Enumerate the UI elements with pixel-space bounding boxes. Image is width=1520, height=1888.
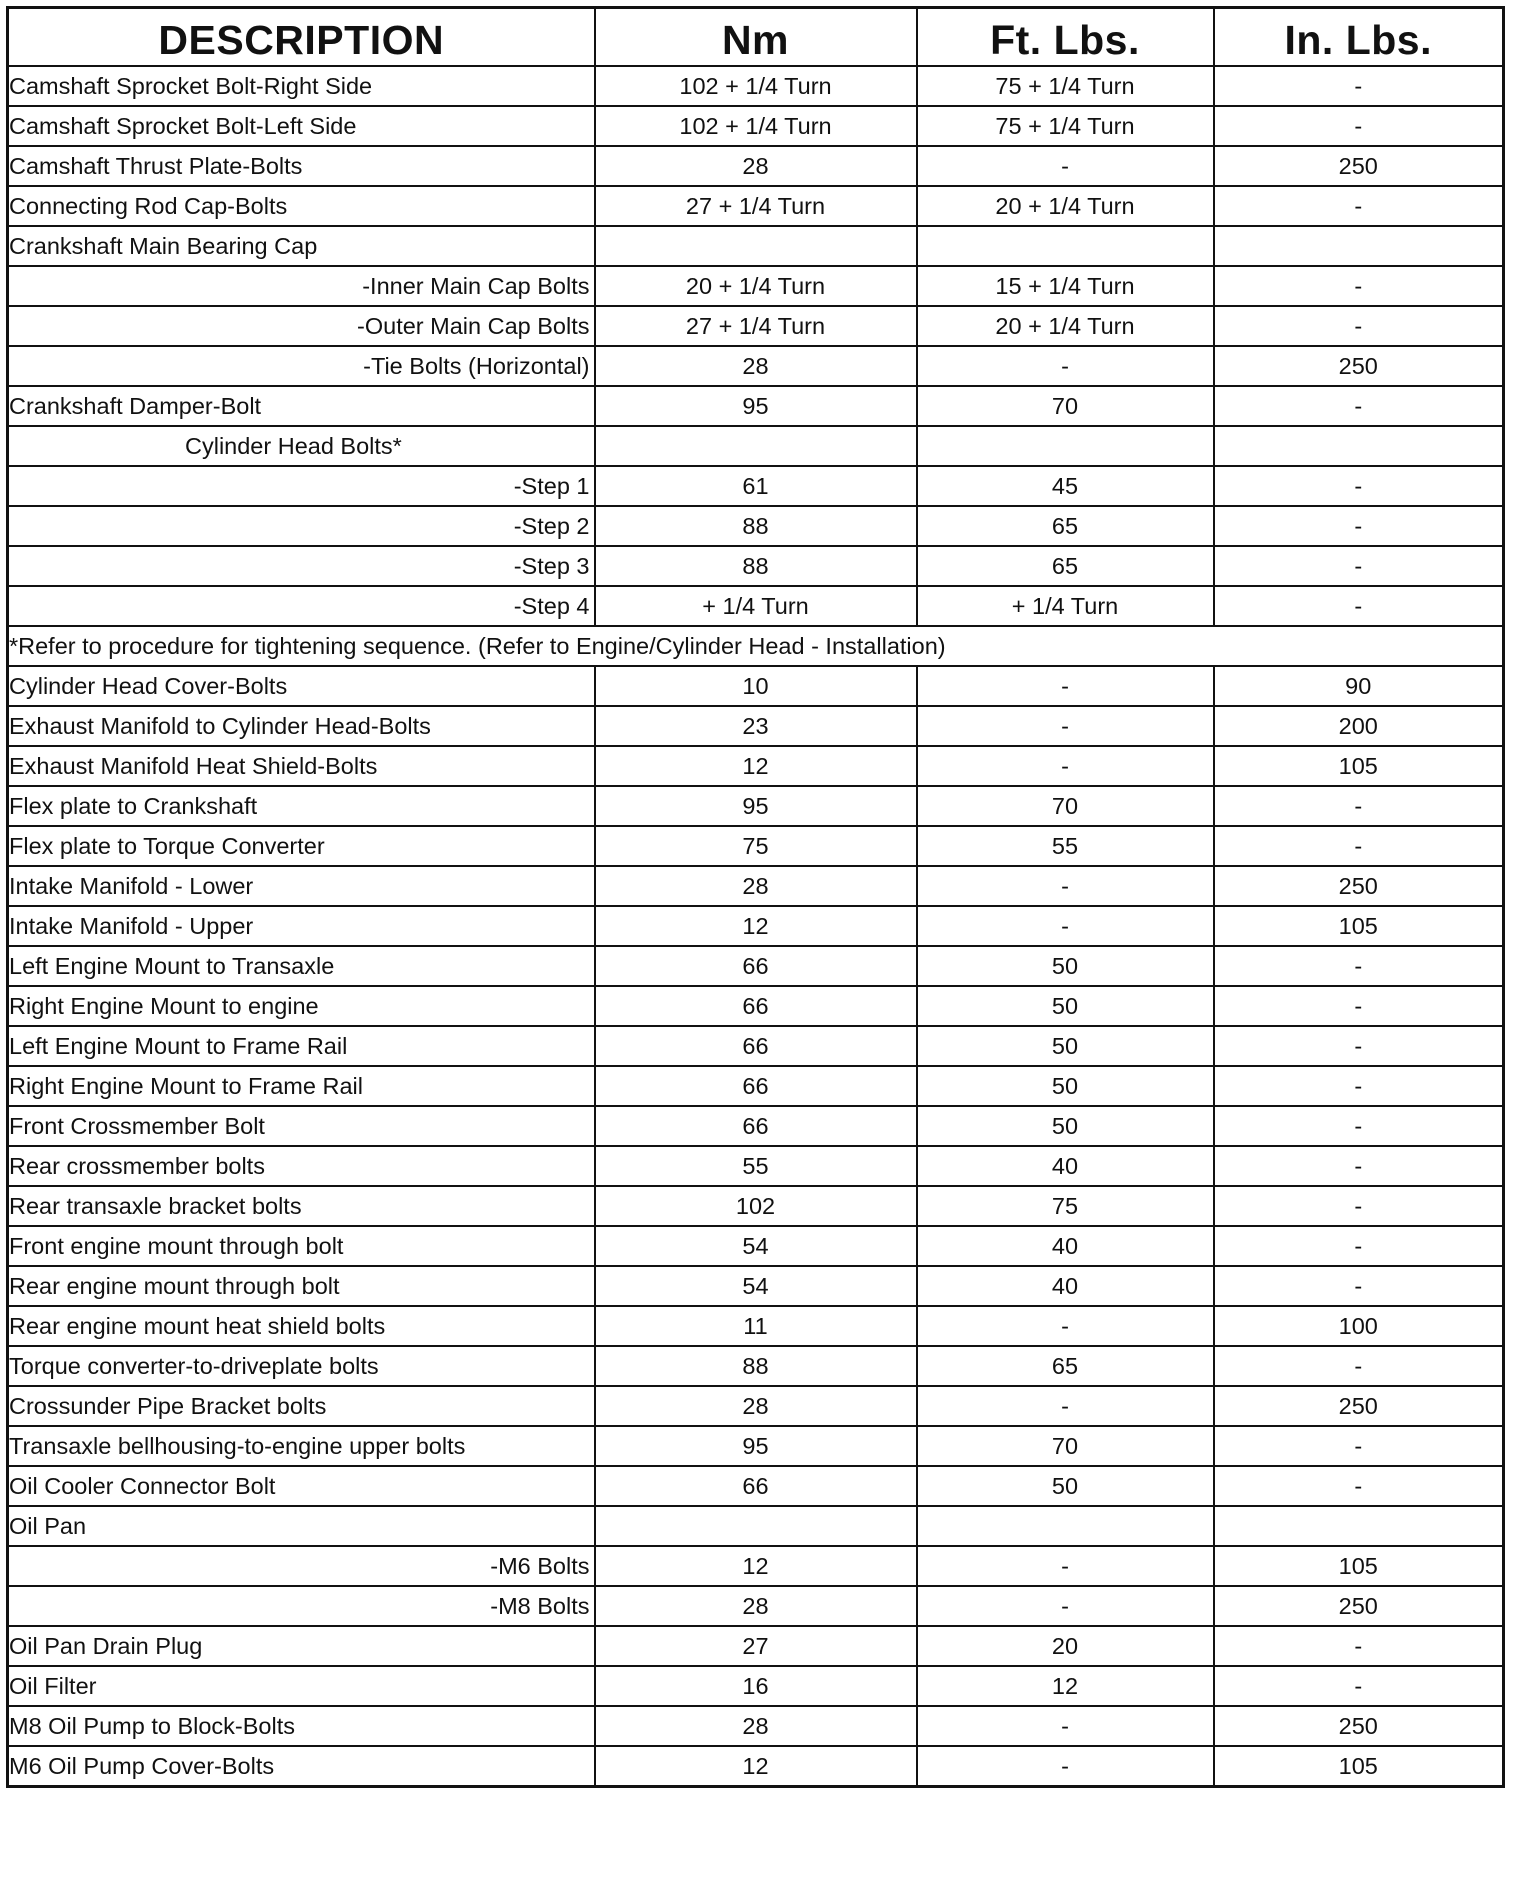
nm-cell: 66 xyxy=(595,1026,917,1066)
in-lbs-cell: - xyxy=(1214,1666,1504,1706)
ft-lbs-cell: - xyxy=(917,1546,1214,1586)
description-cell: Front engine mount through bolt xyxy=(8,1226,595,1266)
nm-cell: 66 xyxy=(595,986,917,1026)
nm-cell xyxy=(595,1506,917,1546)
ft-lbs-cell: 20 xyxy=(917,1626,1214,1666)
description-cell: Rear transaxle bracket bolts xyxy=(8,1186,595,1226)
table-row xyxy=(8,186,1504,226)
description-cell: Right Engine Mount to engine xyxy=(8,986,595,1026)
table-row xyxy=(8,706,1504,746)
in-lbs-cell: - xyxy=(1214,786,1504,826)
ft-lbs-cell: - xyxy=(917,746,1214,786)
description-cell: Camshaft Thrust Plate-Bolts xyxy=(8,146,595,186)
nm-cell: 27 + 1/4 Turn xyxy=(595,306,917,346)
ft-lbs-cell: 15 + 1/4 Turn xyxy=(917,266,1214,306)
description-cell: -Inner Main Cap Bolts xyxy=(8,266,595,306)
description-cell: Intake Manifold - Lower xyxy=(8,866,595,906)
nm-cell: 66 xyxy=(595,946,917,986)
nm-cell: 10 xyxy=(595,666,917,706)
table-row xyxy=(8,986,1504,1026)
nm-cell: 88 xyxy=(595,546,917,586)
in-lbs-cell: - xyxy=(1214,466,1504,506)
nm-cell: 16 xyxy=(595,1666,917,1706)
in-lbs-cell: 250 xyxy=(1214,866,1504,906)
ft-lbs-cell: 75 + 1/4 Turn xyxy=(917,106,1214,146)
description-cell: Connecting Rod Cap-Bolts xyxy=(8,186,595,226)
description-cell: -M8 Bolts xyxy=(8,1586,595,1626)
ft-lbs-cell: 65 xyxy=(917,1346,1214,1386)
header-row xyxy=(8,8,1504,67)
ft-lbs-cell: 50 xyxy=(917,1026,1214,1066)
in-lbs-cell: - xyxy=(1214,1346,1504,1386)
nm-cell: 27 + 1/4 Turn xyxy=(595,186,917,226)
in-lbs-cell: - xyxy=(1214,1146,1504,1186)
description-cell: M6 Oil Pump Cover-Bolts xyxy=(8,1746,595,1787)
table-row xyxy=(8,1186,1504,1226)
ft-lbs-cell: 12 xyxy=(917,1666,1214,1706)
in-lbs-cell: - xyxy=(1214,386,1504,426)
table-row xyxy=(8,426,1504,466)
description-cell: Torque converter-to-driveplate bolts xyxy=(8,1346,595,1386)
description-cell: Right Engine Mount to Frame Rail xyxy=(8,1066,595,1106)
torque-spec-table xyxy=(6,6,1505,1788)
description-cell: Flex plate to Torque Converter xyxy=(8,826,595,866)
in-lbs-cell: - xyxy=(1214,66,1504,106)
table-row xyxy=(8,746,1504,786)
table-row xyxy=(8,1746,1504,1787)
ft-lbs-cell: 50 xyxy=(917,986,1214,1026)
ft-lbs-cell: 20 + 1/4 Turn xyxy=(917,306,1214,346)
description-cell: Oil Pan xyxy=(8,1506,595,1546)
ft-lbs-cell: 20 + 1/4 Turn xyxy=(917,186,1214,226)
description-cell: Rear engine mount heat shield bolts xyxy=(8,1306,595,1346)
table-row xyxy=(8,66,1504,106)
in-lbs-cell: - xyxy=(1214,1466,1504,1506)
ft-lbs-cell xyxy=(917,1506,1214,1546)
ft-lbs-cell: - xyxy=(917,1386,1214,1426)
in-lbs-cell: - xyxy=(1214,1066,1504,1106)
ft-lbs-cell: 65 xyxy=(917,546,1214,586)
header-in-lbs: In. Lbs. xyxy=(1214,8,1504,67)
nm-cell: 102 xyxy=(595,1186,917,1226)
description-cell: Oil Filter xyxy=(8,1666,595,1706)
description-cell: -Step 3 xyxy=(8,546,595,586)
table-row xyxy=(8,586,1504,626)
in-lbs-cell: 105 xyxy=(1214,746,1504,786)
nm-cell: 28 xyxy=(595,1386,917,1426)
in-lbs-cell xyxy=(1214,226,1504,266)
ft-lbs-cell: 75 xyxy=(917,1186,1214,1226)
nm-cell: 95 xyxy=(595,786,917,826)
nm-cell: 66 xyxy=(595,1066,917,1106)
ft-lbs-cell: - xyxy=(917,346,1214,386)
nm-cell: 54 xyxy=(595,1226,917,1266)
table-row xyxy=(8,1506,1504,1546)
header-nm: Nm xyxy=(595,8,917,67)
table-row xyxy=(8,386,1504,426)
ft-lbs-cell: - xyxy=(917,1586,1214,1626)
nm-cell: 23 xyxy=(595,706,917,746)
nm-cell: 54 xyxy=(595,1266,917,1306)
in-lbs-cell: 200 xyxy=(1214,706,1504,746)
ft-lbs-cell: - xyxy=(917,666,1214,706)
nm-cell: 12 xyxy=(595,906,917,946)
description-cell: Front Crossmember Bolt xyxy=(8,1106,595,1146)
nm-cell: 28 xyxy=(595,866,917,906)
table-row xyxy=(8,906,1504,946)
description-cell: Camshaft Sprocket Bolt-Right Side xyxy=(8,66,595,106)
in-lbs-cell: - xyxy=(1214,1426,1504,1466)
ft-lbs-cell: 40 xyxy=(917,1266,1214,1306)
in-lbs-cell: - xyxy=(1214,506,1504,546)
ft-lbs-cell: 45 xyxy=(917,466,1214,506)
in-lbs-cell xyxy=(1214,426,1504,466)
in-lbs-cell: - xyxy=(1214,826,1504,866)
in-lbs-cell: - xyxy=(1214,986,1504,1026)
note-row xyxy=(8,626,1504,666)
table-row xyxy=(8,666,1504,706)
description-cell: Crossunder Pipe Bracket bolts xyxy=(8,1386,595,1426)
nm-cell: 20 + 1/4 Turn xyxy=(595,266,917,306)
table-row xyxy=(8,106,1504,146)
ft-lbs-cell xyxy=(917,226,1214,266)
table-row xyxy=(8,1426,1504,1466)
in-lbs-cell xyxy=(1214,1506,1504,1546)
table-row xyxy=(8,266,1504,306)
ft-lbs-cell: - xyxy=(917,706,1214,746)
in-lbs-cell: - xyxy=(1214,306,1504,346)
table-row xyxy=(8,506,1504,546)
table-row xyxy=(8,1386,1504,1426)
description-cell: Left Engine Mount to Transaxle xyxy=(8,946,595,986)
in-lbs-cell: - xyxy=(1214,1626,1504,1666)
table-row xyxy=(8,826,1504,866)
header-description: DESCRIPTION xyxy=(8,8,595,67)
in-lbs-cell: - xyxy=(1214,1106,1504,1146)
in-lbs-cell: 105 xyxy=(1214,1746,1504,1787)
description-cell: -M6 Bolts xyxy=(8,1546,595,1586)
table-row xyxy=(8,1266,1504,1306)
table-row xyxy=(8,946,1504,986)
description-cell: Rear engine mount through bolt xyxy=(8,1266,595,1306)
table-row xyxy=(8,346,1504,386)
table-row xyxy=(8,1066,1504,1106)
ft-lbs-cell: 40 xyxy=(917,1146,1214,1186)
nm-cell: + 1/4 Turn xyxy=(595,586,917,626)
in-lbs-cell: - xyxy=(1214,1266,1504,1306)
table-row xyxy=(8,226,1504,266)
ft-lbs-cell: - xyxy=(917,906,1214,946)
description-cell: M8 Oil Pump to Block-Bolts xyxy=(8,1706,595,1746)
nm-cell: 102 + 1/4 Turn xyxy=(595,66,917,106)
in-lbs-cell: 105 xyxy=(1214,1546,1504,1586)
nm-cell: 12 xyxy=(595,746,917,786)
table-row xyxy=(8,1586,1504,1626)
nm-cell: 88 xyxy=(595,1346,917,1386)
table-row xyxy=(8,1106,1504,1146)
in-lbs-cell: 250 xyxy=(1214,1386,1504,1426)
ft-lbs-cell: 65 xyxy=(917,506,1214,546)
nm-cell xyxy=(595,226,917,266)
ft-lbs-cell: - xyxy=(917,1746,1214,1787)
in-lbs-cell: - xyxy=(1214,946,1504,986)
ft-lbs-cell: 70 xyxy=(917,1426,1214,1466)
in-lbs-cell: - xyxy=(1214,546,1504,586)
nm-cell: 95 xyxy=(595,1426,917,1466)
ft-lbs-cell: - xyxy=(917,1706,1214,1746)
ft-lbs-cell: - xyxy=(917,866,1214,906)
description-cell: Camshaft Sprocket Bolt-Left Side xyxy=(8,106,595,146)
ft-lbs-cell: 50 xyxy=(917,946,1214,986)
in-lbs-cell: - xyxy=(1214,1226,1504,1266)
description-cell: Left Engine Mount to Frame Rail xyxy=(8,1026,595,1066)
table-row xyxy=(8,1026,1504,1066)
ft-lbs-cell: 70 xyxy=(917,786,1214,826)
ft-lbs-cell: 55 xyxy=(917,826,1214,866)
header-ft-lbs: Ft. Lbs. xyxy=(917,8,1214,67)
in-lbs-cell: - xyxy=(1214,586,1504,626)
nm-cell: 11 xyxy=(595,1306,917,1346)
table-row xyxy=(8,306,1504,346)
in-lbs-cell: 250 xyxy=(1214,346,1504,386)
description-cell: Cylinder Head Bolts* xyxy=(8,426,595,466)
in-lbs-cell: 100 xyxy=(1214,1306,1504,1346)
table-row xyxy=(8,1706,1504,1746)
ft-lbs-cell xyxy=(917,426,1214,466)
nm-cell: 66 xyxy=(595,1466,917,1506)
in-lbs-cell: 90 xyxy=(1214,666,1504,706)
table-row xyxy=(8,786,1504,826)
ft-lbs-cell: 50 xyxy=(917,1106,1214,1146)
description-cell: Transaxle bellhousing-to-engine upper bolts xyxy=(8,1426,595,1466)
description-cell: Cylinder Head Cover-Bolts xyxy=(8,666,595,706)
table-row xyxy=(8,546,1504,586)
description-cell: Exhaust Manifold Heat Shield-Bolts xyxy=(8,746,595,786)
ft-lbs-cell: + 1/4 Turn xyxy=(917,586,1214,626)
description-cell: Oil Cooler Connector Bolt xyxy=(8,1466,595,1506)
nm-cell: 61 xyxy=(595,466,917,506)
description-cell: -Step 2 xyxy=(8,506,595,546)
ft-lbs-cell: 75 + 1/4 Turn xyxy=(917,66,1214,106)
table-row xyxy=(8,1146,1504,1186)
nm-cell xyxy=(595,426,917,466)
in-lbs-cell: - xyxy=(1214,186,1504,226)
nm-cell: 12 xyxy=(595,1746,917,1787)
nm-cell: 27 xyxy=(595,1626,917,1666)
nm-cell: 102 + 1/4 Turn xyxy=(595,106,917,146)
nm-cell: 66 xyxy=(595,1106,917,1146)
description-cell: -Outer Main Cap Bolts xyxy=(8,306,595,346)
description-cell: Crankshaft Damper-Bolt xyxy=(8,386,595,426)
nm-cell: 75 xyxy=(595,826,917,866)
nm-cell: 28 xyxy=(595,346,917,386)
table-row xyxy=(8,1466,1504,1506)
in-lbs-cell: 250 xyxy=(1214,1706,1504,1746)
description-cell: Flex plate to Crankshaft xyxy=(8,786,595,826)
in-lbs-cell: 105 xyxy=(1214,906,1504,946)
in-lbs-cell: - xyxy=(1214,106,1504,146)
table-row xyxy=(8,1306,1504,1346)
ft-lbs-cell: 70 xyxy=(917,386,1214,426)
table-row xyxy=(8,466,1504,506)
ft-lbs-cell: - xyxy=(917,1306,1214,1346)
ft-lbs-cell: 40 xyxy=(917,1226,1214,1266)
table-row xyxy=(8,1666,1504,1706)
description-cell: Rear crossmember bolts xyxy=(8,1146,595,1186)
in-lbs-cell: 250 xyxy=(1214,146,1504,186)
description-cell: Exhaust Manifold to Cylinder Head-Bolts xyxy=(8,706,595,746)
description-cell: Oil Pan Drain Plug xyxy=(8,1626,595,1666)
table-row xyxy=(8,866,1504,906)
description-cell: -Tie Bolts (Horizontal) xyxy=(8,346,595,386)
table-row xyxy=(8,1546,1504,1586)
ft-lbs-cell: 50 xyxy=(917,1066,1214,1106)
in-lbs-cell: 250 xyxy=(1214,1586,1504,1626)
description-cell: -Step 1 xyxy=(8,466,595,506)
ft-lbs-cell: 50 xyxy=(917,1466,1214,1506)
ft-lbs-cell: - xyxy=(917,146,1214,186)
nm-cell: 55 xyxy=(595,1146,917,1186)
table-row xyxy=(8,1346,1504,1386)
table-row xyxy=(8,1226,1504,1266)
table-row xyxy=(8,146,1504,186)
nm-cell: 28 xyxy=(595,1586,917,1626)
nm-cell: 88 xyxy=(595,506,917,546)
nm-cell: 12 xyxy=(595,1546,917,1586)
in-lbs-cell: - xyxy=(1214,1026,1504,1066)
table-row xyxy=(8,1626,1504,1666)
nm-cell: 95 xyxy=(595,386,917,426)
in-lbs-cell: - xyxy=(1214,1186,1504,1226)
torque-spec-sheet xyxy=(6,6,1502,1788)
nm-cell: 28 xyxy=(595,1706,917,1746)
footnote-text: *Refer to procedure for tightening sequence. (Refer to Engine/Cylinder Head - Installation) xyxy=(8,626,1504,666)
description-cell: Intake Manifold - Upper xyxy=(8,906,595,946)
in-lbs-cell: - xyxy=(1214,266,1504,306)
description-cell: Crankshaft Main Bearing Cap xyxy=(8,226,595,266)
description-cell: -Step 4 xyxy=(8,586,595,626)
nm-cell: 28 xyxy=(595,146,917,186)
table-body xyxy=(8,66,1504,1787)
